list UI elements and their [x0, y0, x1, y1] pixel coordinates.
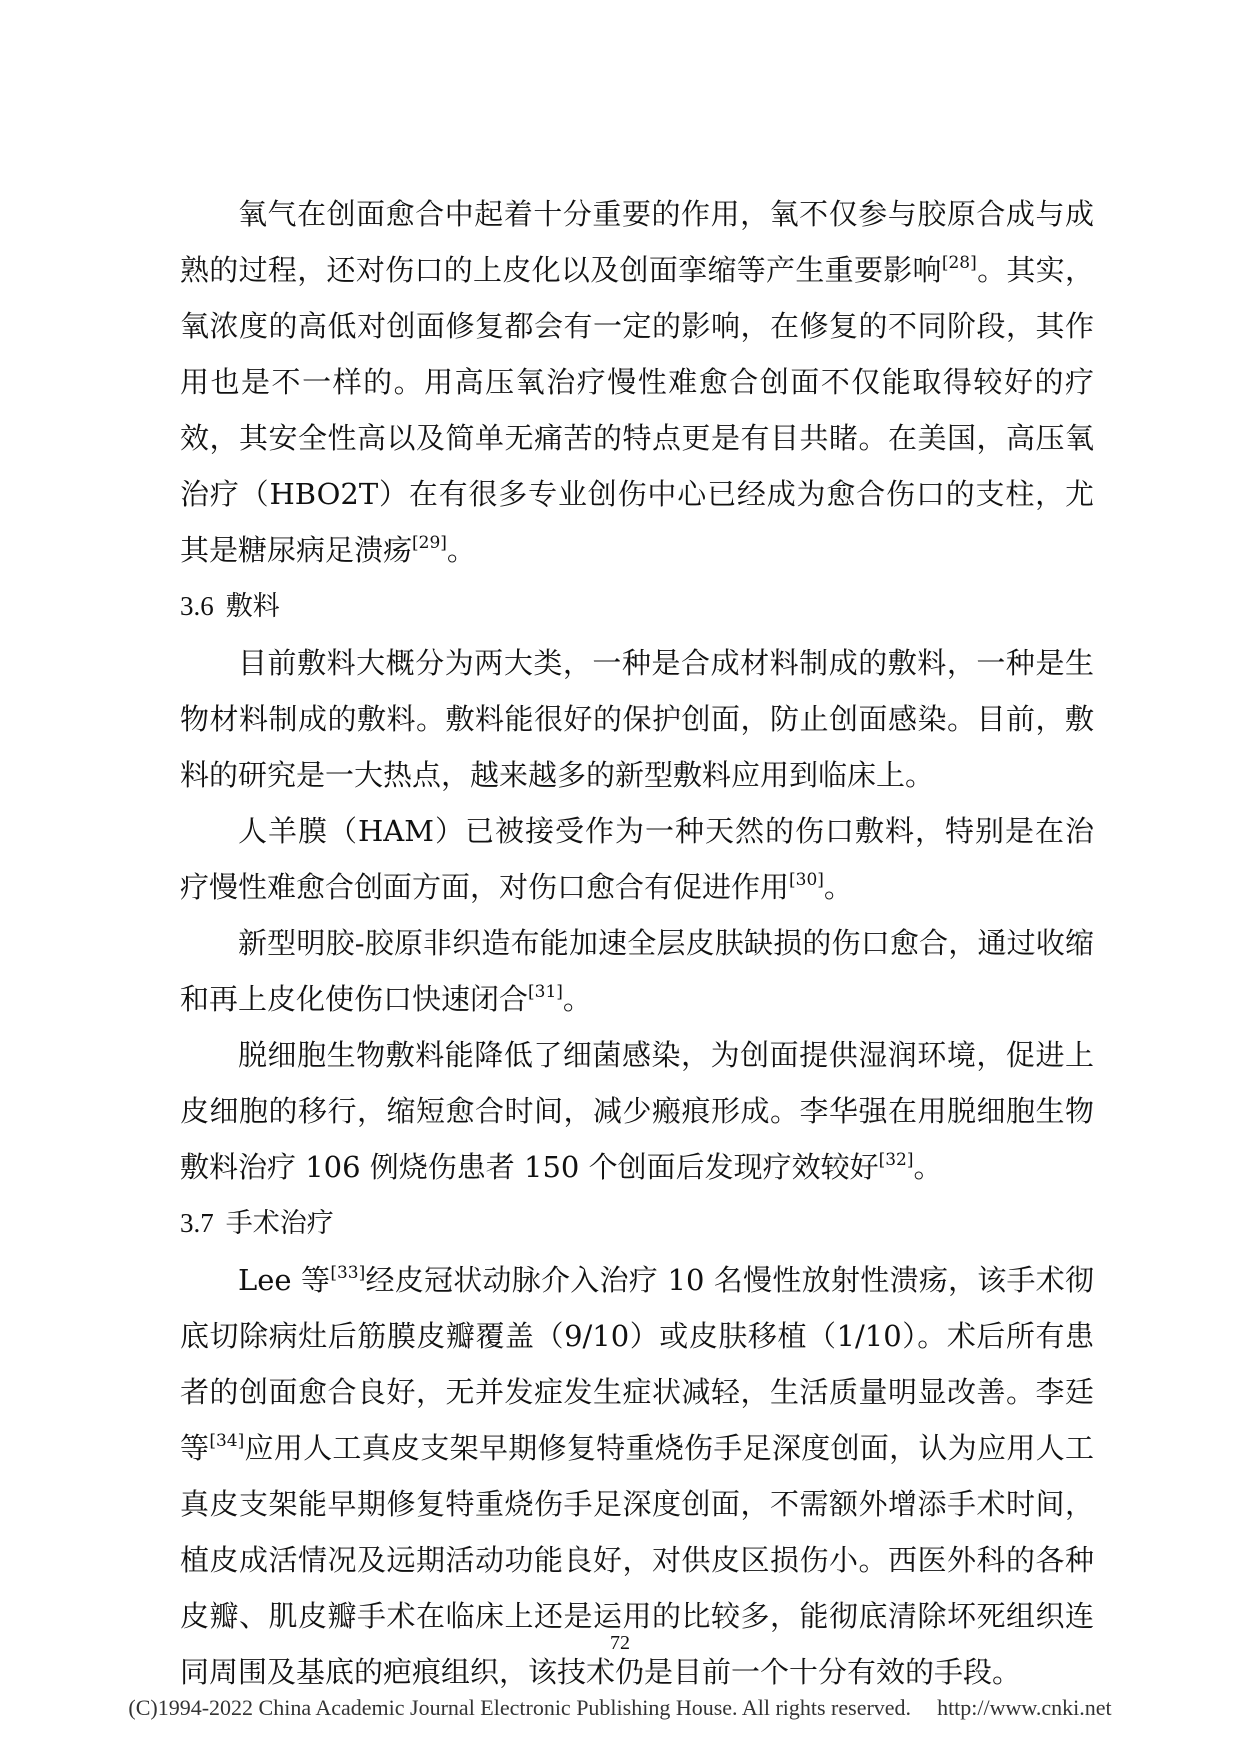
section-title: 敷料 [225, 591, 280, 622]
paragraph-text: 。 [446, 533, 476, 567]
copyright-text: (C)1994-2022 China Academic Journal Electronic Publishing House. All rights reserved. [128, 1695, 912, 1720]
citation-33[interactable]: [33] [330, 1263, 366, 1283]
section-number: 3.6 [180, 591, 214, 621]
paragraph-text: 。 [823, 870, 853, 904]
citation-32[interactable]: [32] [878, 1150, 914, 1170]
paragraph-text: 人羊膜（HAM）已被接受作为一种天然的伤口敷料，特别是在治疗慢性难愈合创面方面，对伤口愈合有促进作用 [180, 814, 1094, 904]
citation-28[interactable]: [28] [941, 253, 977, 273]
page-body [180, 186, 1094, 1700]
paragraph-dressing-types [180, 635, 1094, 803]
citation-34[interactable]: [34] [209, 1431, 245, 1451]
citation-30[interactable]: [30] [789, 870, 824, 890]
citation-29[interactable]: [29] [412, 533, 447, 553]
paragraph-oxygen-therapy [180, 186, 1094, 578]
paragraph-text: 脱细胞生物敷料能降低了细菌感染，为创面提供湿润环境，促进上皮细胞的移行，缩短愈合时间，减少瘢痕形成。李华强在用脱细胞生物敷料治疗 106 例烧伤患者 150 个创面后发现疗效较好 [180, 1038, 1094, 1184]
section-title: 手术治疗 [225, 1208, 334, 1239]
page-number: 72 [610, 1632, 630, 1654]
paragraph-acellular-dressing [180, 1027, 1094, 1195]
paragraph-text: 经皮冠状动脉介入治疗 10 名慢性放射性溃疡，该手术彻底切除病灶后筋膜皮瓣覆盖（9/10）或皮肤移植（1/10）。术后所有患者的创面愈合良好，无并发症发生症状减轻，生活质量明显改善。李廷等 [180, 1263, 1094, 1465]
paragraph-text: 。其实，氧浓度的高低对创面修复都会有一定的影响，在修复的不同阶段，其作用也是不一样的。用高压氧治疗慢性难愈合创面不仅能取得较好的疗效，其安全性高以及简单无痛苦的特点更是有目共睹。在美国，高压氧治疗（HBO2T）在有很多专业创伤中心已经成为愈合伤口的支柱，尤其是糖尿病足溃疡 [180, 253, 1094, 567]
cnki-link[interactable]: http://www.cnki.net [937, 1695, 1112, 1720]
paragraph-text: 新型明胶-胶原非织造布能加速全层皮肤缺损的伤口愈合，通过收缩和再上皮化使伤口快速闭合 [180, 926, 1094, 1016]
paragraph-text: Lee 等 [238, 1263, 331, 1297]
paragraph-text: 应用人工真皮支架早期修复特重烧伤手足深度创面，认为应用人工真皮支架能早期修复特重烧伤手足深度创面，不需额外增添手术时间，植皮成活情况及远期活动功能良好，对供皮区损伤小。西医外科的各种皮瓣、肌皮瓣手术在临床上还是运用的比较多，能彻底清除坏死组织连同周围及基底的疤痕组织，该技术仍是目前一个十分有效的手段。 [180, 1431, 1094, 1689]
section-heading-3-7 [180, 1195, 1094, 1252]
paragraph-text: 。 [562, 982, 592, 1016]
paragraph-text: 。 [913, 1150, 943, 1184]
paragraph-text: 氧气在创面愈合中起着十分重要的作用，氧不仅参与胶原合成与成熟的过程，还对伤口的上皮化以及创面挛缩等产生重要影响 [180, 197, 1094, 287]
paragraph-amniotic-membrane [180, 803, 1094, 915]
section-number: 3.7 [180, 1208, 214, 1238]
copyright-footer [0, 1695, 1240, 1721]
section-heading-3-6 [180, 578, 1094, 635]
citation-31[interactable]: [31] [528, 982, 563, 1002]
paragraph-text: 目前敷料大概分为两大类，一种是合成材料制成的敷料，一种是生物材料制成的敷料。敷料能很好的保护创面，防止创面感染。目前，敷料的研究是一大热点，越来越多的新型敷料应用到临床上。 [180, 646, 1094, 792]
paragraph-gelatin-collagen [180, 915, 1094, 1027]
